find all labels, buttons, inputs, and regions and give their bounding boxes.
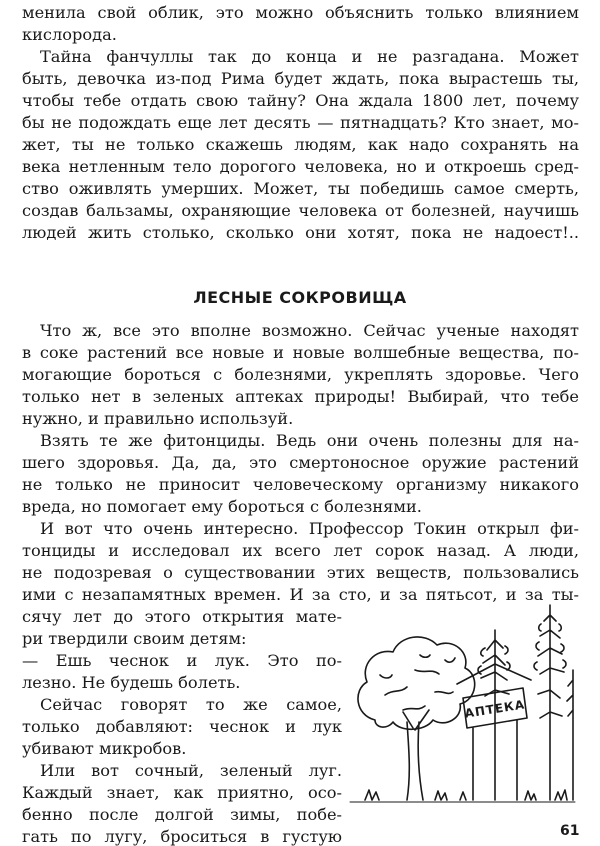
text-line: убивают микробов. — [22, 739, 187, 758]
deciduous-tree-trunk — [403, 710, 429, 800]
text-line: могающие бороться с болезнями, укреплять здоровье. Чего — [22, 365, 579, 384]
pine-tree-right — [538, 605, 564, 800]
text-line: И вот что очень интересно. Профессор Токин открыл фи- — [40, 519, 579, 538]
text-line: только нет в зеленых аптеках природы! Выбирай, что тебе — [22, 387, 579, 406]
text-line: бы не подождать еще лет десять — пятнадцать? Кто знает, мо- — [22, 113, 579, 132]
text-line: шего здоровья. Да, да, это смертоносное оружие растений — [22, 453, 579, 472]
text-line: Взять те же фитонциды. Ведь они очень полезны для на- — [40, 431, 579, 450]
text-line: лезно. Не будешь болеть. — [22, 673, 241, 692]
text-line: менила свой облик, это можно объяснить только влиянием — [22, 3, 579, 22]
text-line: Каждый знает, как приятно, осо- — [22, 783, 342, 802]
text-line: тонциды и исследовал их всего лет сорок назад. А люди, — [22, 541, 579, 560]
text-line: — Ешь чеснок и лук. Это по- — [22, 651, 342, 670]
text-line: не подозревая о существовании этих веществ, пользовались — [22, 563, 579, 582]
text-line: создав бальзамы, охраняющие человека от болезней, научишь — [22, 201, 579, 220]
text-line: века нетленным тело дорогого человека, но и откроешь сред- — [22, 157, 579, 176]
sign-label: АПТЕКА — [463, 697, 526, 721]
text-line: Что ж, все это вполне возможно. Сейчас ученые находят — [40, 321, 579, 340]
text-line: жет, ты не только скажешь людям, как надо сохранять на — [22, 135, 579, 154]
text-line: вреда, но помогает ему бороться с болезнями. — [22, 497, 422, 516]
page-number: 61 — [560, 823, 580, 839]
text-line: не только не приносит человеческому организму никакого — [22, 475, 579, 494]
text-line: сячу лет до этого открытия мате- — [22, 607, 342, 626]
text-line: гать по лугу, броситься в густую — [22, 827, 342, 846]
text-line: нужно, и правильно используй. — [22, 409, 294, 428]
text-line: кислорода. — [22, 25, 117, 44]
grass — [365, 790, 567, 800]
text-line: быть, девочка из-под Рима будет ждать, пока вырастешь ты, — [22, 69, 579, 88]
text-line: Или вот сочный, зеленый луг. — [40, 761, 342, 780]
text-line: ими с незапамятных времен. И за сто, и за пятьсот, и за ты- — [22, 585, 579, 604]
text-line: людей жить столько, сколько они хотят, пока не надоест!.. — [22, 223, 579, 242]
text-line: чтобы тебе отдать свою тайну? Она ждала 1800 лет, почему — [22, 91, 579, 110]
text-line: Сейчас говорят то же самое, — [40, 695, 342, 714]
forest-pharmacy-illustration — [345, 600, 580, 805]
text-line: бенно после долгой зимы, побе- — [22, 805, 342, 824]
text-line: ство оживлять умерших. Может, ты победишь самое смерть, — [22, 179, 579, 198]
text-line: только добавляют: чеснок и лук — [22, 717, 342, 736]
text-line: в соке растений все новые и новые волшебные вещества, по- — [22, 343, 579, 362]
text-line: ри твердили своим детям: — [22, 629, 247, 648]
text-line: Тайна фанчуллы так до конца и не разгадана. Может — [40, 47, 579, 66]
section-heading: ЛЕСНЫЕ СОКРОВИЩА — [193, 288, 407, 307]
